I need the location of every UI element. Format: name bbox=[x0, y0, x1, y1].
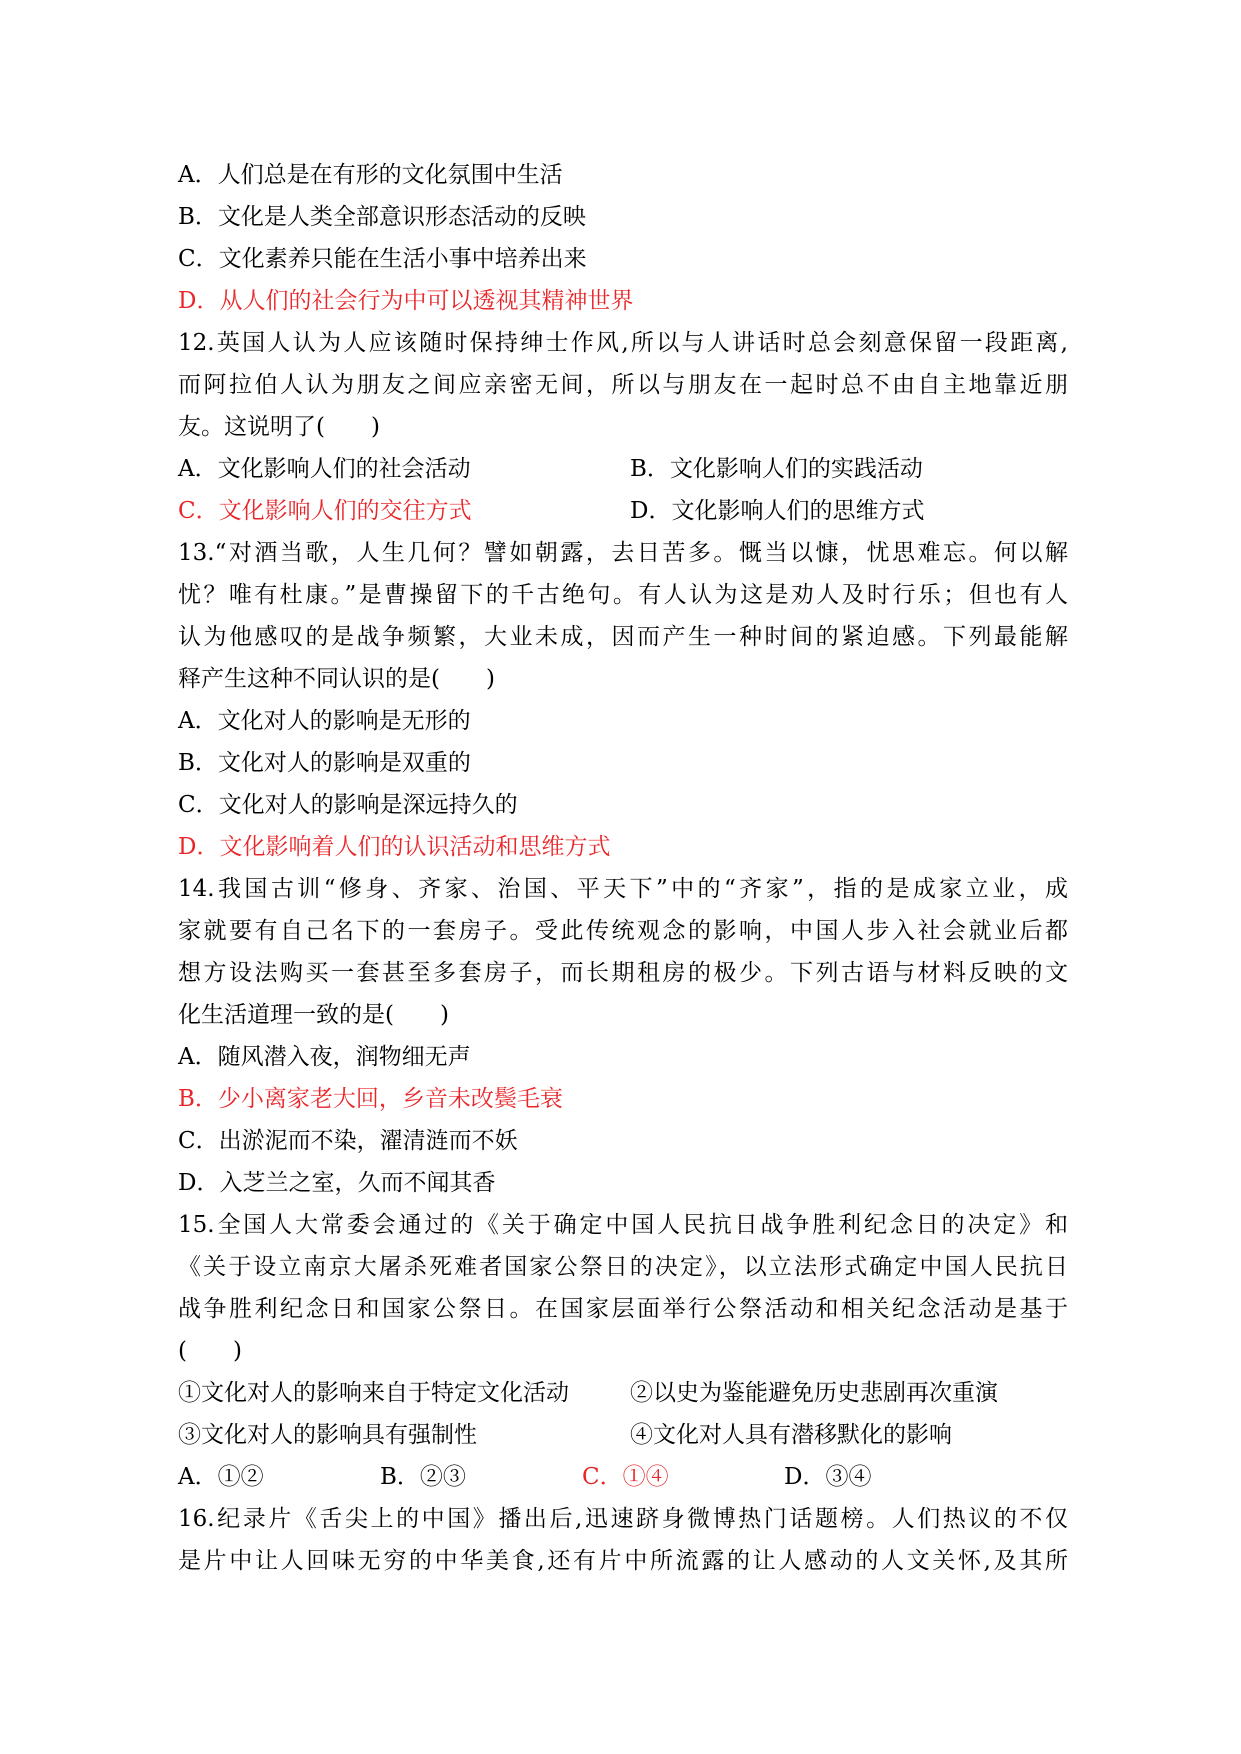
q14-option-a: A．随风潜入夜，润物细无声 bbox=[178, 1044, 471, 1070]
q13-option-c: C．文化对人的影响是深远持久的 bbox=[178, 792, 518, 818]
q12-options-row-1 bbox=[178, 448, 1068, 490]
q15-statement-1: ①文化对人的影响来自于特定文化活动 bbox=[178, 1380, 569, 1406]
q13-option-b: B．文化对人的影响是双重的 bbox=[178, 750, 471, 776]
q12-stem-line-1: 12.英国人认为人应该随时保持绅士作风,所以与人讲话时总会刻意保留一段距离, bbox=[178, 330, 1068, 356]
q15-stem-line-4: ( ) bbox=[178, 1338, 242, 1364]
q15-option-a: A．①② bbox=[178, 1464, 264, 1490]
q13-stem-line-1: 13.“对酒当歌，人生几何？譬如朝露，去日苦多。慨当以慷，忧思难忘。何以解 bbox=[178, 540, 1068, 566]
q15-option-d: D．③④ bbox=[784, 1464, 872, 1490]
q12-stem-line-2: 而阿拉伯人认为朋友之间应亲密无间，所以与朋友在一起时总不由自主地靠近朋 bbox=[178, 372, 1068, 398]
q14-option-b-answer: B．少小离家老大回，乡音未改鬓毛衰 bbox=[178, 1086, 563, 1112]
q15-option-c-answer: C．①④ bbox=[582, 1464, 669, 1490]
q12-option-b: B．文化影响人们的实践活动 bbox=[630, 456, 923, 482]
q12-stem-line-3: 友。这说明了( ) bbox=[178, 414, 380, 440]
q14-option-d: D．入芝兰之室，久而不闻其香 bbox=[178, 1170, 496, 1196]
q14-stem-line-1: 14.我国古训“修身、齐家、治国、平天下”中的“齐家”，指的是成家立业，成 bbox=[178, 876, 1068, 902]
q15-statements-row-2 bbox=[178, 1414, 1068, 1456]
q15-stem-line-2: 《关于设立南京大屠杀死难者国家公祭日的决定》，以立法形式确定中国人民抗日 bbox=[178, 1254, 1068, 1280]
q14-stem-line-3: 想方设法购买一套甚至多套房子，而长期租房的极少。下列古语与材料反映的文 bbox=[178, 960, 1068, 986]
q12-option-a: A．文化影响人们的社会活动 bbox=[178, 456, 471, 482]
q12-option-c-answer: C．文化影响人们的交往方式 bbox=[178, 498, 472, 524]
q15-stem-line-1: 15.全国人大常委会通过的《关于确定中国人民抗日战争胜利纪念日的决定》和 bbox=[178, 1212, 1068, 1238]
q12-options-row-2 bbox=[178, 490, 1068, 532]
q12-option-d: D．文化影响人们的思维方式 bbox=[630, 498, 925, 524]
q16-stem-line-2: 是片中让人回味无穷的中华美食,还有片中所流露的让人感动的人文关怀,及其所 bbox=[178, 1548, 1068, 1574]
q13-stem-line-2: 忧？唯有杜康。”是曹操留下的千古绝句。有人认为这是劝人及时行乐；但也有人 bbox=[178, 582, 1068, 608]
q15-options-row bbox=[178, 1456, 1068, 1498]
q15-statements-row-1 bbox=[178, 1372, 1068, 1414]
q15-statement-3: ③文化对人的影响具有强制性 bbox=[178, 1422, 477, 1448]
document-page bbox=[178, 154, 1068, 1582]
q15-option-b: B．②③ bbox=[380, 1464, 466, 1490]
q13-option-d-answer: D．文化影响着人们的认识活动和思维方式 bbox=[178, 834, 611, 860]
q14-option-c: C．出淤泥而不染，濯清涟而不妖 bbox=[178, 1128, 518, 1154]
q11-option-b: B．文化是人类全部意识形态活动的反映 bbox=[178, 204, 586, 230]
q14-stem-line-4: 化生活道理一致的是( ) bbox=[178, 1002, 449, 1028]
q11-option-a: A．人们总是在有形的文化氛围中生活 bbox=[178, 162, 563, 188]
q11-option-c: C．文化素养只能在生活小事中培养出来 bbox=[178, 246, 587, 272]
q13-option-a: A．文化对人的影响是无形的 bbox=[178, 708, 471, 734]
q15-statement-2: ②以史为鉴能避免历史悲剧再次重演 bbox=[630, 1380, 998, 1406]
q13-stem-line-3: 认为他感叹的是战争频繁，大业未成，因而产生一种时间的紧迫感。下列最能解 bbox=[178, 624, 1068, 650]
q15-statement-4: ④文化对人具有潜移默化的影响 bbox=[630, 1422, 952, 1448]
q11-option-d-answer: D．从人们的社会行为中可以透视其精神世界 bbox=[178, 288, 634, 314]
q13-stem-line-4: 释产生这种不同认识的是( ) bbox=[178, 666, 495, 692]
q14-stem-line-2: 家就要有自己名下的一套房子。受此传统观念的影响，中国人步入社会就业后都 bbox=[178, 918, 1068, 944]
q16-stem-line-1: 16.纪录片《舌尖上的中国》播出后,迅速跻身微博热门话题榜。人们热议的不仅 bbox=[178, 1506, 1068, 1532]
q15-stem-line-3: 战争胜利纪念日和国家公祭日。在国家层面举行公祭活动和相关纪念活动是基于 bbox=[178, 1296, 1068, 1322]
